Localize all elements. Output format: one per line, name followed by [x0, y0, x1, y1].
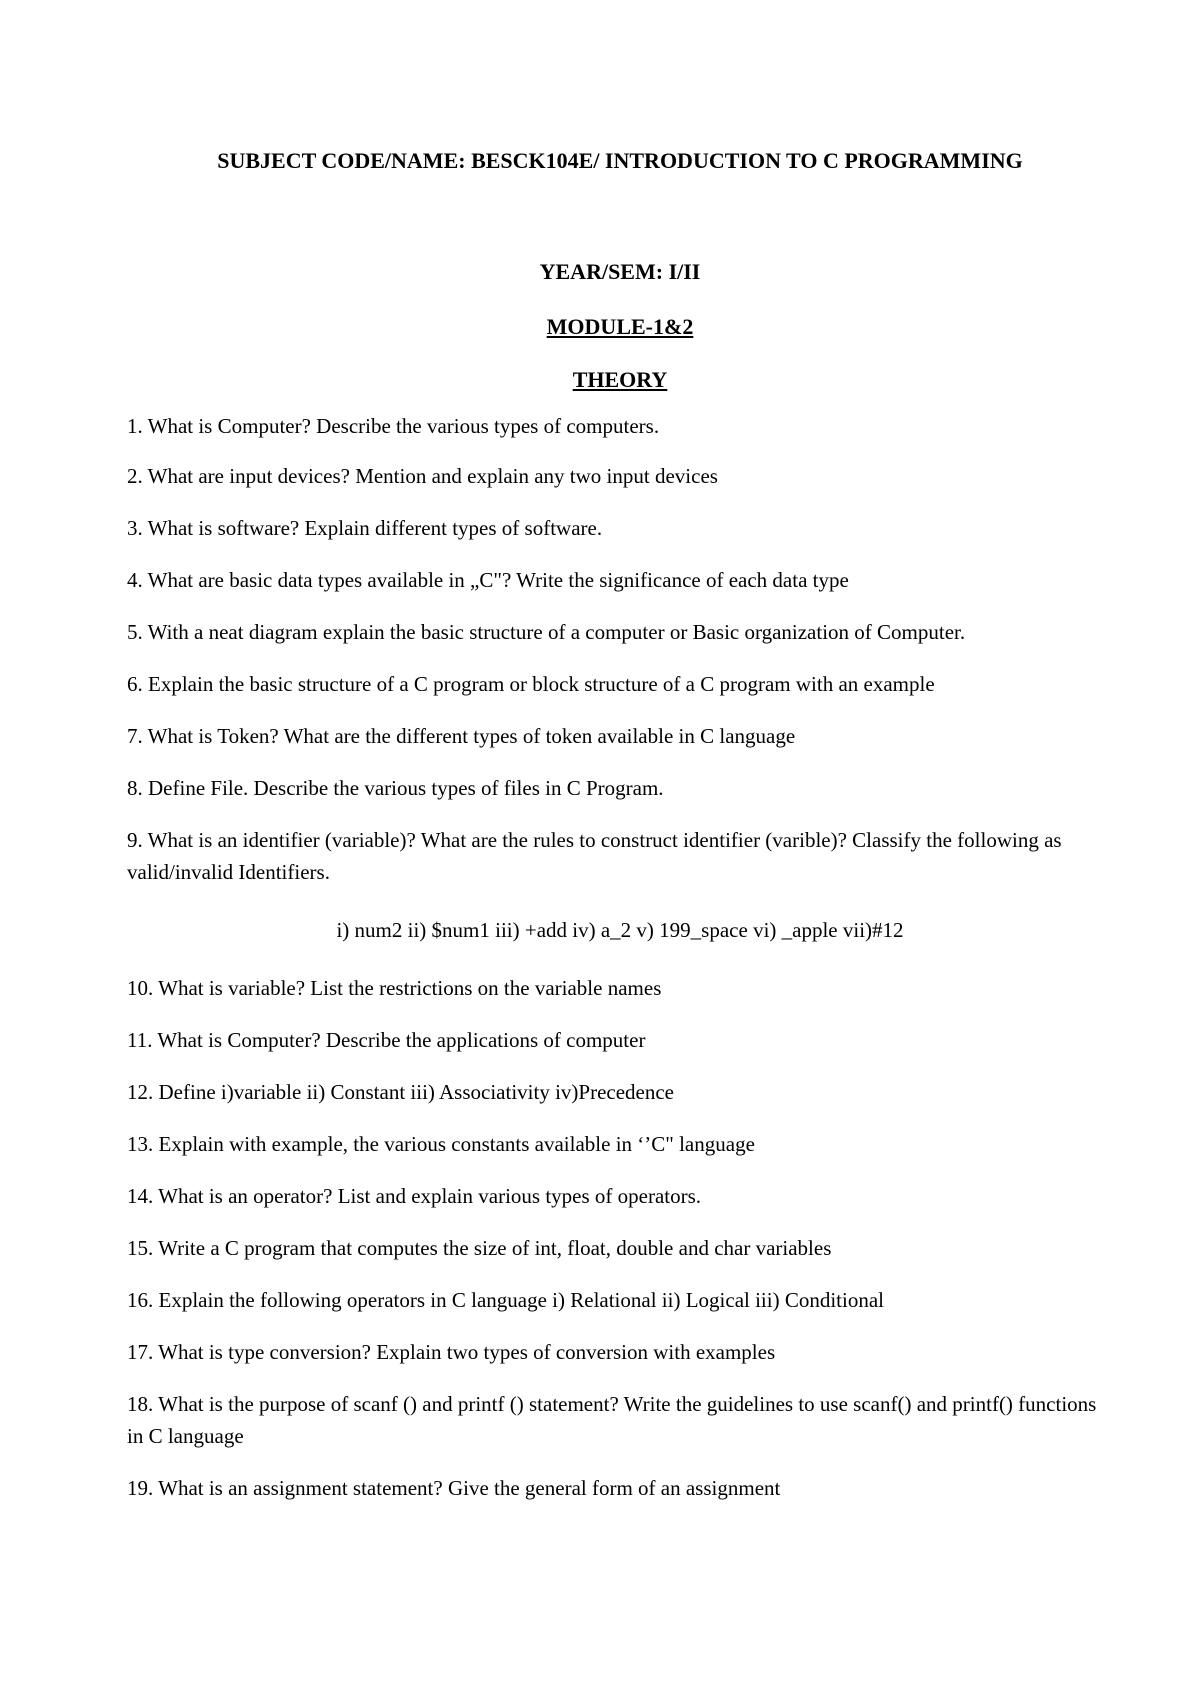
question-15: 15. Write a C program that computes the size of int, float, double and char variables: [127, 1236, 832, 1260]
section-heading: THEORY: [572, 367, 668, 392]
question-16: 16. Explain the following operators in C language i) Relational ii) Logical iii) Conditional: [127, 1288, 885, 1312]
question-4: 4. What are basic data types available in „C"? Write the significance of each data type: [127, 568, 849, 592]
question-13: 13. Explain with example, the various constants available in ‘’C" language: [127, 1132, 755, 1156]
question-3: 3. What is software? Explain different types of software.: [127, 516, 603, 540]
question-17: 17. What is type conversion? Explain two types of conversion with examples: [127, 1340, 776, 1364]
question-1: 1. What is Computer? Describe the various types of computers.: [127, 414, 660, 438]
question-8: 8. Define File. Describe the various types of files in C Program.: [127, 776, 664, 800]
question-6: 6. Explain the basic structure of a C program or block structure of a C program with an example: [127, 672, 935, 696]
question-11: 11. What is Computer? Describe the applications of computer: [127, 1028, 646, 1052]
question-18: 18. What is the purpose of scanf () and printf () statement? Write the guidelines to use scanf() and printf() functions in C language: [127, 1392, 1097, 1448]
question-7: 7. What is Token? What are the different types of token available in C language: [127, 724, 796, 748]
question-19: 19. What is an assignment statement? Give the general form of an assignment: [127, 1476, 781, 1500]
question-14: 14. What is an operator? List and explain various types of operators.: [127, 1184, 702, 1208]
identifier-examples: i) num2 ii) $num1 iii) +add iv) a_2 v) 199_space vi) _apple vii)#12: [336, 918, 904, 942]
question-9: 9. What is an identifier (variable)? What are the rules to construct identifier (varible)? Classify the following as valid/invalid Identifiers.: [127, 828, 1062, 884]
year-sem-heading: YEAR/SEM: I/II: [539, 259, 701, 284]
question-10: 10. What is variable? List the restrictions on the variable names: [127, 976, 662, 1000]
question-5: 5. With a neat diagram explain the basic structure of a computer or Basic organization of Computer.: [127, 620, 966, 644]
module-heading: MODULE-1&2: [546, 314, 694, 339]
subject-heading: SUBJECT CODE/NAME: BESCK104E/ INTRODUCTION TO C PROGRAMMING: [217, 148, 1023, 173]
question-2: 2. What are input devices? Mention and explain any two input devices: [127, 464, 718, 488]
question-12: 12. Define i)variable ii) Constant iii) Associativity iv)Precedence: [127, 1080, 675, 1104]
